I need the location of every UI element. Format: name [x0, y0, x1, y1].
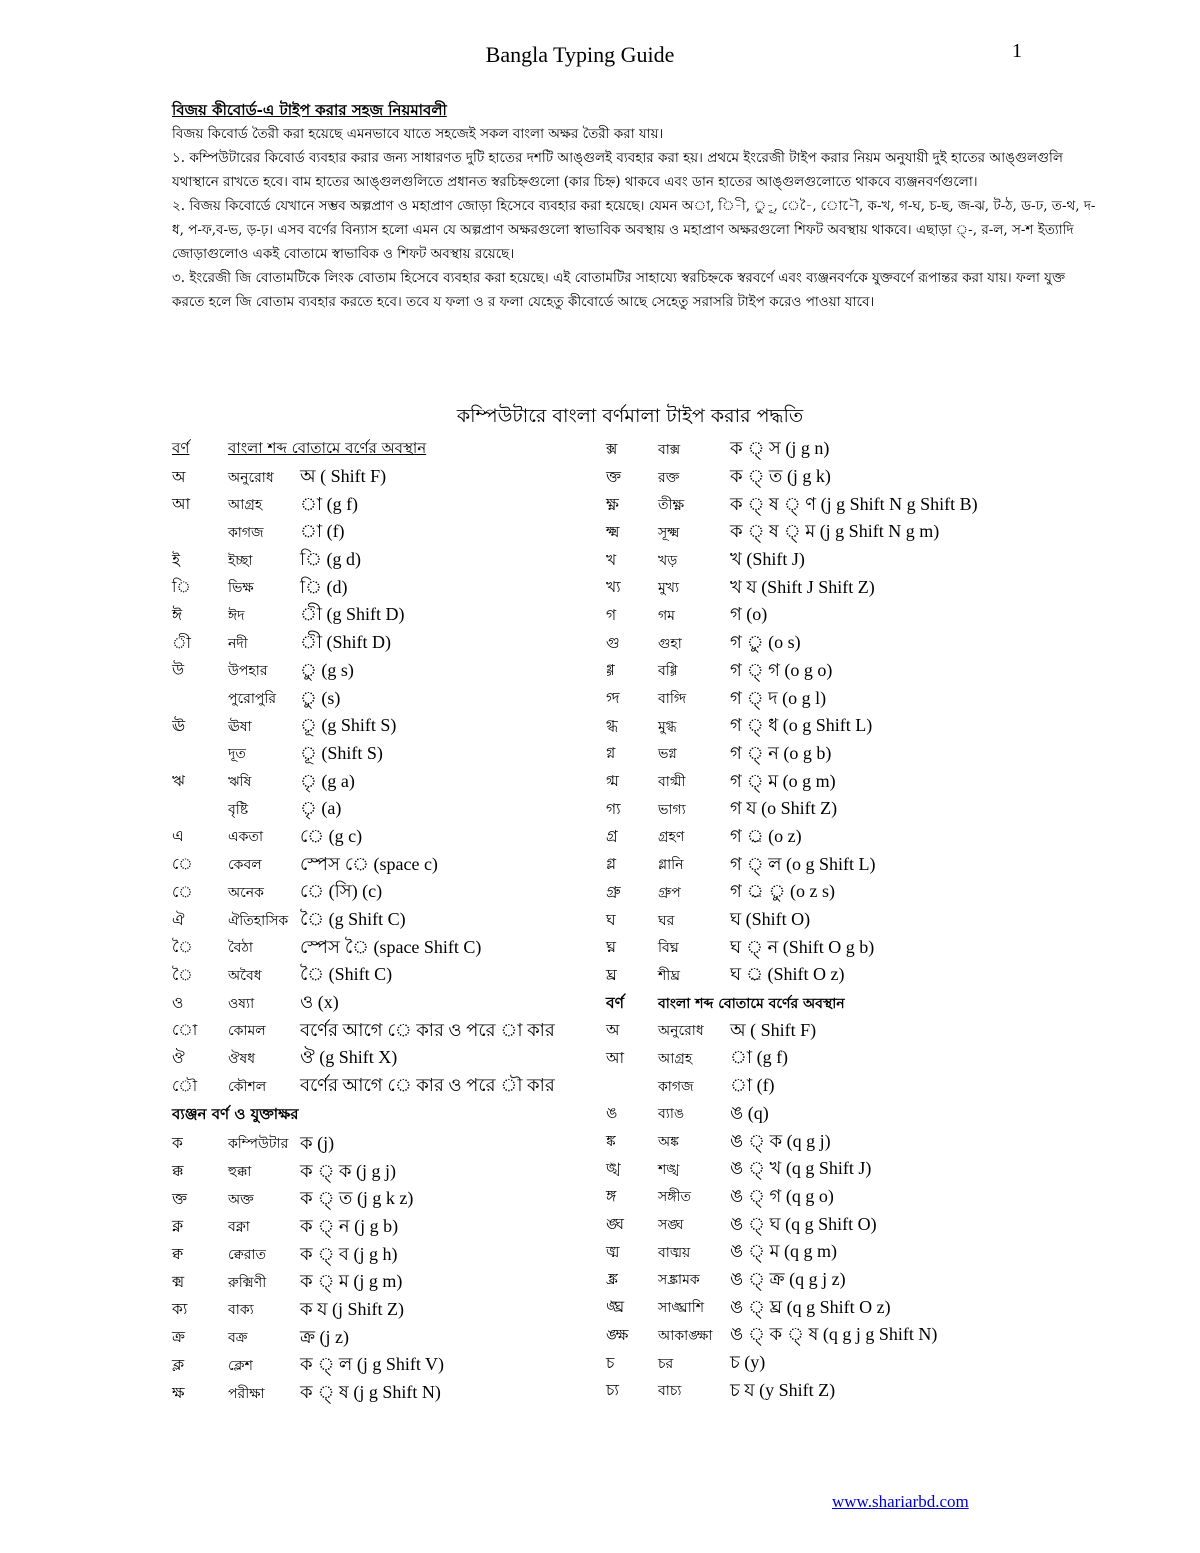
- key-sequence-cell: া (f): [300, 521, 345, 542]
- letter-cell: ঙ্খ: [606, 1159, 621, 1178]
- key-sequence-cell: গ ্ দ (o g l): [730, 687, 827, 708]
- key-sequence-cell: ঘ ্ ন (Shift O g b): [730, 936, 875, 957]
- example-word-cell: আকাঙ্ক্ষা: [658, 1327, 713, 1344]
- example-word-cell: কাগজ: [228, 524, 264, 541]
- key-sequence-cell: ঙ ্ ক্র (q g j z): [730, 1268, 846, 1289]
- table-row: [172, 713, 592, 741]
- key-sequence-cell: গ ু (o s): [730, 632, 801, 653]
- letter-cell: ক্য: [172, 1300, 188, 1319]
- example-word-cell: বৈঠা: [228, 940, 253, 957]
- key-sequence-cell: ক ্ ল (j g Shift V): [300, 1354, 445, 1375]
- example-word-cell: ঋষি: [228, 774, 252, 791]
- example-word-cell: মুখ্য: [658, 580, 680, 597]
- example-word-cell: ঊষা: [228, 718, 252, 735]
- section-title: কম্পিউটারে বাংলা বর্ণমালা টাইপ করার পদ্ধতি: [456, 405, 804, 427]
- consonant-subheading: ব্যঞ্জন বর্ণ ও যুক্তাক্ষর: [172, 1105, 299, 1123]
- letter-cell: ঙ্গ: [606, 1187, 617, 1206]
- table-row: [172, 602, 592, 630]
- table-row: [172, 1073, 592, 1101]
- intro-paragraph: বিজয় কিবোর্ড তৈরী করা হয়েছে এমনভাবে যাতে সহজেই সকল বাংলা অক্ষর তৈরী করা যায়।: [172, 126, 664, 142]
- example-word-cell: কোমল: [228, 1023, 266, 1040]
- example-word-cell: ভগ্ন: [658, 746, 677, 763]
- example-word-cell: ক্লেশ: [228, 1357, 253, 1374]
- letter-cell: ঘ্ন: [606, 938, 617, 957]
- example-word-cell: একতা: [228, 829, 264, 846]
- example-word-cell: অনেক: [228, 884, 264, 901]
- key-sequence-cell: ঙ ্ ঘ্র (q g Shift O z): [730, 1296, 891, 1317]
- example-word-cell: হুক্কা: [228, 1164, 252, 1181]
- letter-cell: গ্গ: [606, 661, 615, 680]
- header-description: বাংলা শব্দ বোতামে বর্ণের অবস্থান: [658, 995, 845, 1012]
- table-row: [606, 1239, 1026, 1267]
- letter-cell: ঙ্ক্র: [606, 1270, 618, 1289]
- key-sequence-cell: খ য (Shift J Shift Z): [730, 576, 875, 597]
- header-description: বাংলা শব্দ বোতামে বর্ণের অবস্থান: [228, 439, 427, 458]
- example-word-cell: গম: [658, 607, 675, 624]
- key-sequence-cell: ক (j): [300, 1132, 335, 1153]
- example-word-cell: গ্রুপ: [658, 884, 681, 901]
- table-row: [172, 907, 592, 935]
- table-row: [172, 1214, 592, 1242]
- key-sequence-cell: া (f): [730, 1075, 775, 1096]
- example-word-cell: কাগজ: [658, 1078, 694, 1095]
- table-row: [172, 547, 592, 575]
- key-sequence-cell: ঙ ্ ম (q g m): [730, 1241, 838, 1262]
- key-sequence-cell: গ ্ গ (o g o): [730, 659, 833, 680]
- key-sequence-cell: ঙ ্ ক ্ ষ (q g j g Shift N): [730, 1324, 938, 1345]
- table-row: [172, 1158, 592, 1186]
- letter-cell: ক্ষ্ম: [606, 522, 620, 541]
- table-row: [606, 907, 1026, 935]
- letter-cell: ৈ: [172, 965, 193, 984]
- table-row: [606, 1350, 1026, 1378]
- key-sequence-cell: ৈ (g Shift C): [300, 909, 406, 930]
- intro-heading: বিজয় কীবোর্ড-এ টাইপ করার সহজ নিয়মাবলী: [172, 101, 447, 119]
- example-word-cell: উপহার: [228, 663, 268, 680]
- letter-cell: গু: [606, 633, 620, 652]
- letter-cell: ঙ্ম: [606, 1242, 620, 1261]
- letter-cell: গ্ম: [606, 772, 619, 791]
- table-row: [606, 519, 1026, 547]
- key-sequence-cell: অ ( Shift F): [300, 466, 387, 487]
- letter-cell: ে: [172, 882, 193, 901]
- letter-cell: ঙ: [606, 1104, 618, 1123]
- key-sequence-cell: ে (সি) (c): [300, 881, 383, 902]
- key-sequence-cell: ক ্ স (j g n): [730, 438, 830, 459]
- table-row: [606, 1017, 1026, 1045]
- example-word-cell: দূত: [228, 746, 246, 763]
- key-sequence-cell: ঘ (Shift O): [730, 909, 811, 930]
- key-sequence-cell: অ ( Shift F): [730, 1019, 817, 1040]
- letter-cell: গ্ল: [606, 855, 617, 874]
- letter-cell: ক্ম: [172, 1272, 185, 1291]
- table-row: [606, 1267, 1026, 1295]
- table-row: [172, 574, 592, 602]
- key-sequence-cell: ঙ ্ ঘ (q g Shift O): [730, 1213, 877, 1234]
- letter-cell: গ্ধ: [606, 716, 618, 735]
- example-word-cell: বৃষ্টি: [228, 801, 249, 818]
- example-word-cell: সঙ্ক্রামক: [658, 1272, 700, 1289]
- example-word-cell: বক্র: [228, 1330, 248, 1347]
- key-sequence-cell: ক ্ ষ ্ ণ (j g Shift N g Shift B): [730, 493, 978, 514]
- table-row: [606, 436, 1026, 464]
- table-row: [606, 768, 1026, 796]
- table-row: [172, 1241, 592, 1269]
- table-row: [172, 491, 592, 519]
- letter-cell: ঘ্র: [606, 965, 617, 984]
- table-row: [606, 796, 1026, 824]
- key-sequence-cell: ৈ (Shift C): [300, 964, 393, 985]
- letter-cell: আ: [172, 495, 191, 514]
- table-row: [172, 768, 592, 796]
- key-sequence-cell: ৃ (a): [300, 798, 342, 819]
- example-word-cell: বাঙ্ময়: [658, 1244, 691, 1261]
- key-sequence-cell: বর্ণের আগে ে কার ও পরে া কার: [300, 1019, 555, 1040]
- table-row: [172, 1269, 592, 1297]
- example-word-cell: তীক্ষ্ণ: [658, 497, 685, 514]
- letter-cell: ঔ: [172, 1048, 185, 1067]
- key-sequence-cell: স্পেস ৈ (space Shift C): [300, 936, 482, 957]
- key-sequence-cell: গ (o): [730, 604, 768, 625]
- letter-cell: ঘ: [606, 910, 616, 929]
- letter-cell: আ: [606, 1048, 625, 1067]
- letter-cell: অ: [606, 1021, 620, 1040]
- letter-cell: ঙ্ঘ্র: [606, 1298, 625, 1317]
- key-sequence-cell: ূ (g Shift S): [300, 715, 397, 736]
- table-row: [606, 1294, 1026, 1322]
- key-sequence-cell: ক ্ ব (j g h): [300, 1243, 398, 1264]
- letter-cell: খ্য: [606, 578, 621, 597]
- example-word-cell: আগ্রহ: [228, 497, 263, 514]
- example-word-cell: গ্রহণ: [658, 829, 685, 846]
- key-sequence-cell: ঙ ্ ক (q g j): [730, 1130, 831, 1151]
- letter-cell: ৌ: [172, 1076, 198, 1095]
- header-letter: বর্ণ: [606, 992, 624, 1012]
- key-sequence-cell: খ (Shift J): [730, 549, 805, 570]
- letter-cell: খ: [606, 550, 617, 569]
- table-row: [606, 741, 1026, 769]
- table-row: [606, 879, 1026, 907]
- key-sequence-cell: া (g f): [300, 493, 359, 514]
- example-word-cell: অনুরোধ: [658, 1023, 704, 1040]
- example-word-cell: সূক্ষ্ম: [658, 524, 680, 541]
- key-sequence-cell: গ ্ ল (o g Shift L): [730, 853, 876, 874]
- table-row: [606, 1156, 1026, 1184]
- table-row: [172, 464, 592, 492]
- key-sequence-cell: স্পেস ে (space c): [300, 853, 438, 874]
- page-header-title: Bangla Typing Guide: [485, 42, 675, 67]
- header-letter: বর্ণ: [172, 439, 190, 458]
- example-word-cell: গুহা: [658, 635, 682, 652]
- example-word-cell: বাগ্মী: [658, 774, 686, 791]
- table-row: [606, 1128, 1026, 1156]
- table-row: [606, 1377, 1026, 1405]
- key-sequence-cell: ি (g d): [300, 549, 361, 570]
- example-word-cell: নদী: [228, 635, 248, 652]
- right-table: [606, 436, 1026, 1405]
- example-word-cell: শঙ্খ: [658, 1161, 680, 1178]
- example-word-cell: কৌশল: [228, 1078, 267, 1095]
- letter-cell: গ্রু: [606, 882, 621, 901]
- key-sequence-cell: গ ্ ম (o g m): [730, 770, 836, 791]
- example-word-cell: গ্লানি: [658, 857, 684, 874]
- letter-cell: ই: [172, 550, 181, 569]
- example-word-cell: রক্ত: [658, 469, 680, 486]
- letter-cell: ি: [172, 578, 191, 597]
- example-word-cell: সাঙ্ঘ্রাশি: [658, 1300, 705, 1317]
- intro-paragraph: ৩. ইংরেজী জি বোতামটিকে লিংক বোতাম হিসেবে ব্যবহার করা হয়েছে। এই বোতামটির সাহায্যে স্বরচিহ্নকে স্বরবর্ণে এবং ব্যঞ্জনবর্ণকে যুক্তবর্ণে রূপান্তর করা যায়। ফলা যুক্ত করতে হলে জি বোতাম ব্যবহার করতে হবে। তবে য ফলা ও র ফলা যেহেতু কীবোর্ডে আছে সেহেতু সরাসরি টাইপ করেও পাওয়া যাবে।: [172, 270, 1066, 310]
- example-word-cell: সঙ্ঘ: [658, 1217, 684, 1234]
- letter-cell: ী: [172, 633, 191, 652]
- example-word-cell: কম্পিউটার: [228, 1136, 289, 1153]
- intro-paragraph: ২. বিজয় কিবোর্ডে যেখানে সম্ভব অল্পপ্রাণ ও মহাপ্রাণ জোড়া হিসেবে ব্যবহার করা হয়েছে। যেমন অা, ি-ী, ু-ূ, ে-ৈ, ো-ৌ, ক-খ, গ-ঘ, চ-ছ, জ-ঝ, ট-ঠ, ড-ঢ, ত-থ, দ-ধ, প-ফ,ব-ভ, ড়-ঢ়। এসব বর্ণের বিন্যাস হলো এমন যে অল্পপ্রাণ অক্ষরগুলো স্বাভাবিক অবস্থায় ও মহাপ্রাণ অক্ষরগুলো শিফট অবস্থায় থাকবে। এছাড়া ্-, র-ল, স-শ ইত্যাদি জোড়াগুলোও একই বোতামে স্বাভাবিক ও শিফট অবস্থায় রয়েছে।: [172, 198, 1096, 262]
- example-word-cell: বাচ্য: [658, 1383, 682, 1400]
- example-word-cell: ভাগ্য: [658, 801, 686, 818]
- letter-cell: উ: [172, 661, 185, 680]
- table-row: [606, 962, 1026, 990]
- example-word-cell: পুরোপুরি: [228, 691, 277, 708]
- table-row: [606, 685, 1026, 713]
- letter-cell: ৈ: [172, 938, 193, 957]
- key-sequence-cell: ঔ (g Shift X): [300, 1047, 398, 1068]
- key-sequence-cell: গ য (o Shift Z): [730, 798, 838, 819]
- table-row: [172, 879, 592, 907]
- key-sequence-cell: ক্র (j z): [300, 1326, 350, 1347]
- example-word-cell: বিঘ্ন: [658, 940, 679, 957]
- key-sequence-cell: চ য (y Shift Z): [730, 1379, 836, 1400]
- example-word-cell: রুক্মিণী: [228, 1274, 267, 1291]
- website-link[interactable]: www.shariarbd.com: [832, 1492, 969, 1511]
- letter-cell: ক্ন: [172, 1217, 184, 1236]
- letter-cell: ক: [172, 1134, 183, 1153]
- key-sequence-cell: ি (d): [300, 576, 348, 597]
- example-word-cell: মুগ্ধ: [658, 718, 677, 735]
- example-word-cell: পরীক্ষা: [228, 1385, 265, 1402]
- page-number: 1: [1012, 40, 1022, 62]
- letter-cell: ঈ: [172, 605, 183, 624]
- letter-cell: ক্ত: [606, 467, 622, 486]
- table-row: [606, 464, 1026, 492]
- key-sequence-cell: া (g f): [730, 1047, 789, 1068]
- letter-cell: ঙ্ক: [606, 1132, 616, 1151]
- letter-cell: গ্য: [606, 799, 621, 818]
- table-row: [172, 1297, 592, 1325]
- key-sequence-cell: ু (s): [300, 687, 341, 708]
- example-word-cell: ঔষধ: [228, 1050, 256, 1067]
- key-sequence-cell: ক ্ ষ (j g Shift N): [300, 1382, 441, 1403]
- letter-cell: ক্ষ্ণ: [606, 495, 619, 514]
- table-row: [606, 851, 1026, 879]
- key-sequence-cell: ক ্ ন (j g b): [300, 1215, 399, 1236]
- letter-cell: ক্র: [172, 1328, 185, 1347]
- table-row: [172, 824, 592, 852]
- example-word-cell: শীঘ্র: [658, 967, 681, 984]
- table-row: [606, 1322, 1026, 1350]
- letter-cell: ো: [172, 1021, 198, 1040]
- table-row: [172, 1352, 592, 1380]
- letter-cell: ক্ল: [172, 1355, 185, 1374]
- key-sequence-cell: গ ্র ু (o z s): [730, 881, 835, 902]
- example-word-cell: ব্যাঙ: [658, 1106, 685, 1123]
- letter-cell: গ্ন: [606, 744, 616, 763]
- example-word-cell: চর: [658, 1355, 674, 1372]
- table-row: [172, 741, 592, 769]
- letter-cell: ও: [172, 993, 184, 1012]
- left-table: [172, 436, 592, 1407]
- table-row: [606, 713, 1026, 741]
- letter-cell: ঋ: [172, 772, 185, 791]
- table-row: [172, 1045, 592, 1073]
- key-sequence-cell: ক ্ ত (j g k): [730, 466, 831, 487]
- key-sequence-cell: ও (x): [300, 992, 339, 1013]
- table-row: [172, 630, 592, 658]
- letter-cell: গ: [606, 605, 617, 624]
- letter-cell: এ: [172, 827, 184, 846]
- example-word-cell: অঙ্ক: [658, 1134, 679, 1151]
- table-row: [172, 519, 592, 547]
- key-sequence-cell: ক ্ ক (j g j): [300, 1160, 397, 1181]
- key-sequence-cell: ক ্ ষ ্ ম (j g Shift N g m): [730, 521, 940, 542]
- table-header-row: [606, 990, 1026, 1018]
- example-word-cell: ঈদ: [228, 607, 245, 624]
- table-row: [172, 658, 592, 686]
- table-row: [606, 658, 1026, 686]
- example-word-cell: ভিক্ষ: [228, 580, 254, 597]
- key-sequence-cell: গ ্ ন (o g b): [730, 742, 832, 763]
- table-row: [172, 962, 592, 990]
- example-word-cell: ওষ্যা: [228, 995, 255, 1012]
- example-word-cell: বগ্গি: [658, 663, 678, 680]
- table-row: [172, 685, 592, 713]
- letter-cell: ক্ব: [172, 1245, 184, 1264]
- key-sequence-cell: ে (g c): [300, 825, 363, 846]
- table-row: [172, 1380, 592, 1408]
- table-row: [606, 1101, 1026, 1129]
- letter-cell: ঐ: [172, 910, 185, 929]
- letter-cell: অ: [172, 467, 186, 486]
- table-row: [606, 1045, 1026, 1073]
- example-word-cell: বাক্স: [658, 441, 681, 458]
- letter-cell: গ্দ: [606, 689, 620, 708]
- example-word-cell: ঘর: [658, 912, 675, 929]
- key-sequence-cell: ঙ (q): [730, 1102, 769, 1123]
- key-sequence-cell: গ ্ ধ (o g Shift L): [730, 715, 873, 736]
- table-row: [606, 1184, 1026, 1212]
- key-sequence-cell: গ ্র (o z): [730, 825, 802, 846]
- key-sequence-cell: ক য (j Shift Z): [300, 1298, 404, 1319]
- table-row: [172, 1186, 592, 1214]
- letter-cell: ঙ্ঘ: [606, 1215, 624, 1234]
- example-word-cell: খড়: [658, 552, 678, 569]
- key-sequence-cell: ৃ (g a): [300, 770, 355, 791]
- key-sequence-cell: ক ্ ম (j g m): [300, 1271, 403, 1292]
- table-row: [606, 824, 1026, 852]
- table-row: [606, 491, 1026, 519]
- example-word-cell: বাগ্দি: [658, 691, 687, 708]
- key-sequence-cell: ঙ ্ খ (q g Shift J): [730, 1158, 872, 1179]
- table-row: [606, 630, 1026, 658]
- table-row: [172, 1131, 592, 1159]
- table-row: [172, 1017, 592, 1045]
- letter-cell: ক্ত: [172, 1189, 188, 1208]
- key-sequence-cell: ক ্ ত (j g k z): [300, 1188, 414, 1209]
- intro-paragraph: ১. কম্পিউটারের কিবোর্ড ব্যবহার করার জন্য সাধারণত দুটি হাতের দশটি আঙ্গুলই ব্যবহার করা হয়। প্রথমে ইংরেজী টাইপ করার নিয়ম অনুযায়ী দুই হাতের আঙ্গুলগুলি যথাস্থানে রাখতে হবে। বাম হাতের আঙ্গুলগুলিতে প্রধানত স্বরচিহ্নগুলো (কার চিহ্ন) থাকবে এবং ডান হাতের আঙ্গুলগুলোতে থাকবে ব্যঞ্জনবর্ণগুলো।: [172, 150, 1063, 190]
- example-word-cell: বক্না: [228, 1219, 250, 1236]
- letter-cell: চ্য: [606, 1381, 619, 1400]
- key-sequence-cell: বর্ণের আগে ে কার ও পরে ৗ কার: [300, 1075, 555, 1096]
- example-word-cell: আগ্রহ: [658, 1050, 693, 1067]
- table-row: [172, 1324, 592, 1352]
- key-sequence-cell: ী (g Shift D): [300, 604, 405, 625]
- key-sequence-cell: ঘ ্র (Shift O z): [730, 964, 845, 985]
- table-row: [606, 934, 1026, 962]
- key-sequence-cell: চ (y): [730, 1352, 766, 1373]
- table-header-row: [172, 436, 592, 464]
- example-word-cell: অবৈধ: [228, 967, 262, 984]
- key-sequence-cell: ী (Shift D): [300, 632, 391, 653]
- example-word-cell: ইচ্ছা: [228, 552, 253, 569]
- example-word-cell: বাক্য: [228, 1302, 254, 1319]
- key-sequence-cell: ূ (Shift S): [300, 742, 383, 763]
- key-sequence-cell: ু (g s): [300, 659, 354, 680]
- letter-cell: ঙ্ক্ষ: [606, 1325, 629, 1344]
- table-row: [172, 796, 592, 824]
- table-row: [172, 934, 592, 962]
- example-word-cell: ঐতিহাসিক: [228, 912, 289, 929]
- key-sequence-cell: ঙ ্ গ (q g o): [730, 1185, 834, 1206]
- letter-cell: ক্ষ: [172, 1383, 185, 1402]
- table-row: [172, 990, 592, 1018]
- table-row: [606, 1211, 1026, 1239]
- table-row: [606, 1073, 1026, 1101]
- letter-cell: ক্স: [606, 439, 618, 458]
- letter-cell: ঊ: [172, 716, 186, 735]
- example-word-cell: সঙ্গীত: [658, 1189, 692, 1206]
- letter-cell: চ: [606, 1353, 615, 1372]
- letter-cell: ে: [172, 855, 193, 874]
- example-word-cell: ক্বেরাত: [228, 1247, 266, 1264]
- example-word-cell: অক্ত: [228, 1191, 254, 1208]
- table-row: [172, 851, 592, 879]
- example-word-cell: অনুরোধ: [228, 469, 274, 486]
- intro-section: [172, 98, 1097, 314]
- letter-cell: ক্ক: [172, 1162, 184, 1181]
- table-row: [606, 574, 1026, 602]
- table-row: [606, 602, 1026, 630]
- example-word-cell: কেবল: [228, 857, 262, 874]
- table-row: [606, 547, 1026, 575]
- letter-cell: গ্র: [606, 827, 618, 846]
